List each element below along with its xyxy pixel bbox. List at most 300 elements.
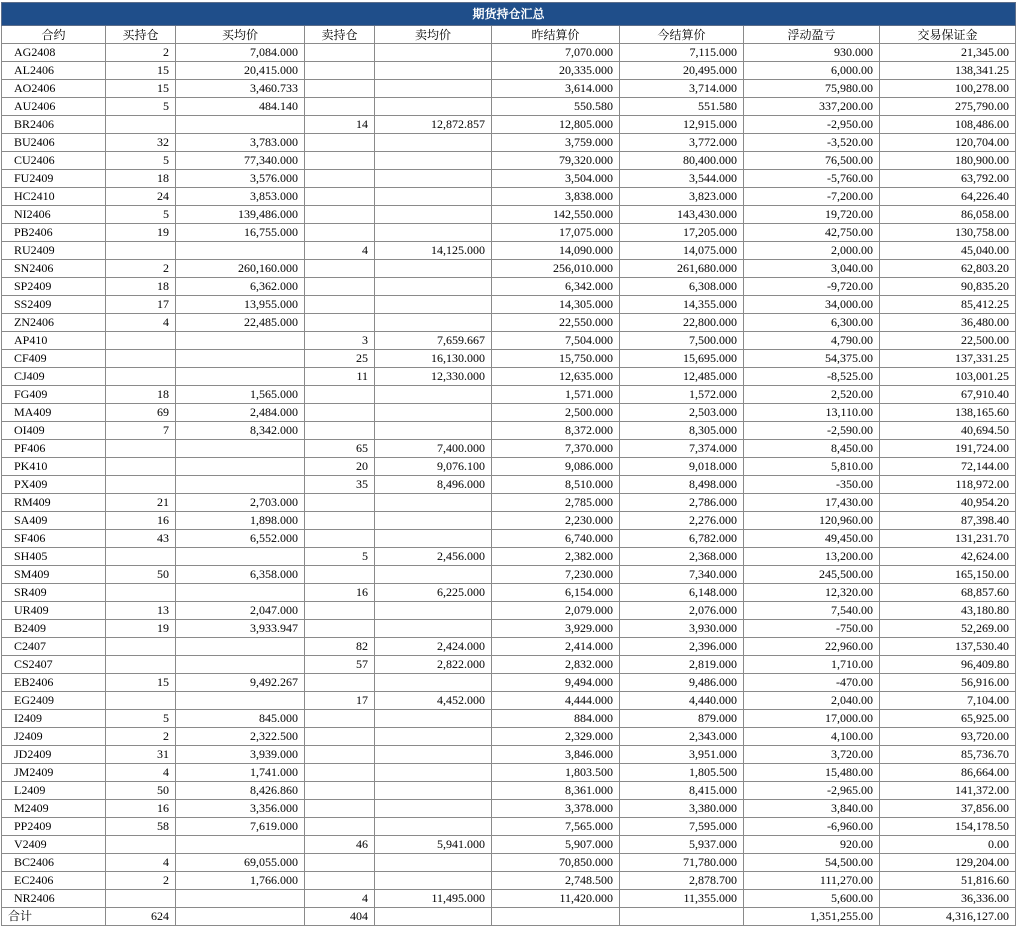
cell-contract: PF406 — [2, 440, 106, 458]
cell-sell-position — [305, 854, 375, 872]
cell-sell-position — [305, 620, 375, 638]
cell-sell-avg-price: 11,495.000 — [375, 890, 492, 908]
cell-margin: 65,925.00 — [880, 710, 1016, 728]
cell-buy-position: 24 — [106, 188, 176, 206]
cell-prev-settle-price: 2,329.000 — [492, 728, 620, 746]
cell-floating-pnl: 42,750.00 — [744, 224, 880, 242]
table-row — [2, 692, 1016, 710]
total-margin: 4,316,127.00 — [880, 908, 1016, 926]
cell-sell-avg-price — [375, 854, 492, 872]
cell-buy-avg-price: 2,703.000 — [176, 494, 305, 512]
cell-margin: 180,900.00 — [880, 152, 1016, 170]
cell-settle-price: 2,276.000 — [620, 512, 744, 530]
cell-sell-avg-price — [375, 674, 492, 692]
cell-contract: RU2409 — [2, 242, 106, 260]
cell-buy-position: 21 — [106, 494, 176, 512]
table-row — [2, 656, 1016, 674]
table-row — [2, 746, 1016, 764]
table-row — [2, 818, 1016, 836]
cell-sell-avg-price — [375, 728, 492, 746]
cell-floating-pnl: -8,525.00 — [744, 368, 880, 386]
cell-contract: BR2406 — [2, 116, 106, 134]
cell-margin: 165,150.00 — [880, 566, 1016, 584]
cell-prev-settle-price: 2,500.000 — [492, 404, 620, 422]
cell-buy-avg-price: 3,933.947 — [176, 620, 305, 638]
cell-sell-position — [305, 386, 375, 404]
cell-buy-position — [106, 476, 176, 494]
cell-floating-pnl: 6,000.00 — [744, 62, 880, 80]
cell-contract: AU2406 — [2, 98, 106, 116]
cell-buy-avg-price: 1,898.000 — [176, 512, 305, 530]
cell-buy-position — [106, 890, 176, 908]
table-row — [2, 548, 1016, 566]
cell-settle-price: 20,495.000 — [620, 62, 744, 80]
cell-buy-position: 43 — [106, 530, 176, 548]
cell-settle-price: 22,800.000 — [620, 314, 744, 332]
cell-settle-price: 4,440.000 — [620, 692, 744, 710]
cell-margin: 67,910.40 — [880, 386, 1016, 404]
cell-sell-position — [305, 44, 375, 62]
cell-sell-position — [305, 566, 375, 584]
cell-buy-avg-price: 3,783.000 — [176, 134, 305, 152]
cell-contract: SN2406 — [2, 260, 106, 278]
cell-sell-avg-price: 2,424.000 — [375, 638, 492, 656]
cell-sell-avg-price: 14,125.000 — [375, 242, 492, 260]
cell-sell-avg-price: 16,130.000 — [375, 350, 492, 368]
cell-margin: 21,345.00 — [880, 44, 1016, 62]
cell-buy-avg-price: 845.000 — [176, 710, 305, 728]
cell-floating-pnl: 3,040.00 — [744, 260, 880, 278]
cell-buy-avg-price: 260,160.000 — [176, 260, 305, 278]
cell-sell-avg-price — [375, 260, 492, 278]
cell-contract: AP410 — [2, 332, 106, 350]
cell-floating-pnl: 5,600.00 — [744, 890, 880, 908]
cell-contract: EB2406 — [2, 674, 106, 692]
total-buy-avg-price — [176, 908, 305, 926]
cell-buy-position: 32 — [106, 134, 176, 152]
cell-settle-price: 7,500.000 — [620, 332, 744, 350]
cell-sell-position: 20 — [305, 458, 375, 476]
cell-buy-position: 19 — [106, 224, 176, 242]
cell-sell-avg-price — [375, 494, 492, 512]
cell-contract: CF409 — [2, 350, 106, 368]
cell-prev-settle-price: 7,504.000 — [492, 332, 620, 350]
cell-settle-price: 5,937.000 — [620, 836, 744, 854]
cell-buy-avg-price — [176, 476, 305, 494]
total-row — [2, 908, 1016, 926]
cell-floating-pnl: -7,200.00 — [744, 188, 880, 206]
cell-contract: PB2406 — [2, 224, 106, 242]
cell-margin: 191,724.00 — [880, 440, 1016, 458]
cell-prev-settle-price: 256,010.000 — [492, 260, 620, 278]
table-row — [2, 764, 1016, 782]
cell-prev-settle-price: 6,154.000 — [492, 584, 620, 602]
cell-prev-settle-price: 79,320.000 — [492, 152, 620, 170]
table-row — [2, 368, 1016, 386]
cell-sell-avg-price — [375, 98, 492, 116]
cell-floating-pnl: 75,980.00 — [744, 80, 880, 98]
cell-buy-avg-price — [176, 890, 305, 908]
cell-buy-position — [106, 836, 176, 854]
cell-prev-settle-price: 12,805.000 — [492, 116, 620, 134]
table-row — [2, 98, 1016, 116]
cell-sell-avg-price: 4,452.000 — [375, 692, 492, 710]
table-row — [2, 890, 1016, 908]
cell-floating-pnl: 4,100.00 — [744, 728, 880, 746]
cell-prev-settle-price: 550.580 — [492, 98, 620, 116]
cell-floating-pnl: 3,840.00 — [744, 800, 880, 818]
cell-contract: SP2409 — [2, 278, 106, 296]
table-row — [2, 728, 1016, 746]
cell-margin: 85,736.70 — [880, 746, 1016, 764]
cell-floating-pnl: 111,270.00 — [744, 872, 880, 890]
cell-margin: 93,720.00 — [880, 728, 1016, 746]
cell-settle-price: 3,380.000 — [620, 800, 744, 818]
cell-prev-settle-price: 2,785.000 — [492, 494, 620, 512]
cell-contract: SR409 — [2, 584, 106, 602]
cell-buy-position — [106, 116, 176, 134]
cell-buy-avg-price: 69,055.000 — [176, 854, 305, 872]
cell-sell-avg-price — [375, 422, 492, 440]
cell-sell-position — [305, 296, 375, 314]
cell-sell-avg-price — [375, 314, 492, 332]
cell-contract: MA409 — [2, 404, 106, 422]
cell-margin: 118,972.00 — [880, 476, 1016, 494]
cell-sell-position — [305, 260, 375, 278]
cell-contract: BU2406 — [2, 134, 106, 152]
cell-sell-avg-price — [375, 800, 492, 818]
cell-sell-position: 11 — [305, 368, 375, 386]
cell-prev-settle-price: 3,929.000 — [492, 620, 620, 638]
cell-sell-avg-price — [375, 80, 492, 98]
cell-sell-avg-price — [375, 134, 492, 152]
cell-margin: 64,226.40 — [880, 188, 1016, 206]
cell-margin: 40,694.50 — [880, 422, 1016, 440]
cell-settle-price: 3,772.000 — [620, 134, 744, 152]
cell-sell-position — [305, 872, 375, 890]
cell-margin: 40,954.20 — [880, 494, 1016, 512]
cell-sell-position: 5 — [305, 548, 375, 566]
positions-summary — [1, 2, 1015, 926]
table-row — [2, 44, 1016, 62]
cell-sell-avg-price — [375, 152, 492, 170]
cell-buy-position: 15 — [106, 62, 176, 80]
cell-settle-price: 7,374.000 — [620, 440, 744, 458]
cell-sell-position: 4 — [305, 890, 375, 908]
cell-settle-price: 12,915.000 — [620, 116, 744, 134]
cell-prev-settle-price: 1,803.500 — [492, 764, 620, 782]
cell-margin: 45,040.00 — [880, 242, 1016, 260]
cell-contract: SS2409 — [2, 296, 106, 314]
cell-prev-settle-price: 3,378.000 — [492, 800, 620, 818]
cell-floating-pnl: 245,500.00 — [744, 566, 880, 584]
cell-floating-pnl: 34,000.00 — [744, 296, 880, 314]
cell-prev-settle-price: 8,361.000 — [492, 782, 620, 800]
table-row — [2, 152, 1016, 170]
cell-buy-position: 69 — [106, 404, 176, 422]
cell-buy-position: 50 — [106, 566, 176, 584]
cell-prev-settle-price: 2,079.000 — [492, 602, 620, 620]
cell-contract: OI409 — [2, 422, 106, 440]
cell-sell-position — [305, 710, 375, 728]
cell-prev-settle-price: 7,070.000 — [492, 44, 620, 62]
cell-floating-pnl: 120,960.00 — [744, 512, 880, 530]
cell-sell-avg-price — [375, 296, 492, 314]
cell-settle-price: 1,572.000 — [620, 386, 744, 404]
header-sell-position: 卖持仓 — [305, 26, 375, 44]
cell-settle-price: 14,075.000 — [620, 242, 744, 260]
table-row — [2, 296, 1016, 314]
table-row — [2, 116, 1016, 134]
table-row — [2, 206, 1016, 224]
cell-sell-avg-price: 2,456.000 — [375, 548, 492, 566]
cell-contract: PP2409 — [2, 818, 106, 836]
cell-margin: 137,331.25 — [880, 350, 1016, 368]
cell-contract: ZN2406 — [2, 314, 106, 332]
cell-sell-avg-price — [375, 872, 492, 890]
cell-settle-price: 80,400.000 — [620, 152, 744, 170]
cell-contract: HC2410 — [2, 188, 106, 206]
cell-buy-avg-price: 1,766.000 — [176, 872, 305, 890]
table-row — [2, 494, 1016, 512]
cell-buy-avg-price: 1,565.000 — [176, 386, 305, 404]
cell-margin: 138,341.25 — [880, 62, 1016, 80]
cell-buy-avg-price: 6,358.000 — [176, 566, 305, 584]
cell-buy-avg-price: 13,955.000 — [176, 296, 305, 314]
cell-contract: PK410 — [2, 458, 106, 476]
cell-margin: 129,204.00 — [880, 854, 1016, 872]
cell-sell-position — [305, 206, 375, 224]
cell-sell-position — [305, 512, 375, 530]
cell-buy-position: 31 — [106, 746, 176, 764]
header-margin: 交易保证金 — [880, 26, 1016, 44]
table-row — [2, 242, 1016, 260]
cell-sell-avg-price — [375, 206, 492, 224]
table-row — [2, 80, 1016, 98]
cell-prev-settle-price: 6,342.000 — [492, 278, 620, 296]
cell-settle-price: 7,595.000 — [620, 818, 744, 836]
cell-prev-settle-price: 5,907.000 — [492, 836, 620, 854]
cell-floating-pnl: -750.00 — [744, 620, 880, 638]
header-floating-pnl: 浮动盈亏 — [744, 26, 880, 44]
cell-buy-position: 7 — [106, 422, 176, 440]
total-floating-pnl: 1,351,255.00 — [744, 908, 880, 926]
cell-contract: PX409 — [2, 476, 106, 494]
cell-buy-position — [106, 368, 176, 386]
cell-contract: L2409 — [2, 782, 106, 800]
cell-margin: 130,758.00 — [880, 224, 1016, 242]
cell-buy-avg-price — [176, 116, 305, 134]
cell-settle-price: 17,205.000 — [620, 224, 744, 242]
cell-buy-avg-price: 6,552.000 — [176, 530, 305, 548]
cell-buy-position: 18 — [106, 278, 176, 296]
cell-sell-avg-price: 12,330.000 — [375, 368, 492, 386]
cell-buy-position: 19 — [106, 620, 176, 638]
cell-buy-avg-price: 9,492.267 — [176, 674, 305, 692]
cell-sell-avg-price: 9,076.100 — [375, 458, 492, 476]
cell-settle-price: 261,680.000 — [620, 260, 744, 278]
cell-sell-avg-price — [375, 620, 492, 638]
cell-settle-price: 6,782.000 — [620, 530, 744, 548]
cell-floating-pnl: 2,040.00 — [744, 692, 880, 710]
cell-buy-avg-price: 1,741.000 — [176, 764, 305, 782]
cell-floating-pnl: 54,500.00 — [744, 854, 880, 872]
cell-prev-settle-price: 3,759.000 — [492, 134, 620, 152]
cell-sell-avg-price — [375, 188, 492, 206]
cell-prev-settle-price: 11,420.000 — [492, 890, 620, 908]
cell-sell-avg-price: 7,659.667 — [375, 332, 492, 350]
cell-margin: 72,144.00 — [880, 458, 1016, 476]
cell-floating-pnl: 5,810.00 — [744, 458, 880, 476]
cell-prev-settle-price: 15,750.000 — [492, 350, 620, 368]
cell-buy-avg-price — [176, 368, 305, 386]
table-row — [2, 854, 1016, 872]
cell-settle-price: 6,148.000 — [620, 584, 744, 602]
cell-buy-avg-price: 7,084.000 — [176, 44, 305, 62]
cell-settle-price: 8,498.000 — [620, 476, 744, 494]
header-prev-settle-price: 昨结算价 — [492, 26, 620, 44]
cell-margin: 138,165.60 — [880, 404, 1016, 422]
cell-margin: 63,792.00 — [880, 170, 1016, 188]
cell-sell-position — [305, 494, 375, 512]
table-row — [2, 674, 1016, 692]
cell-buy-position — [106, 656, 176, 674]
cell-sell-avg-price — [375, 386, 492, 404]
total-buy-position: 624 — [106, 908, 176, 926]
cell-sell-avg-price — [375, 44, 492, 62]
cell-settle-price: 3,544.000 — [620, 170, 744, 188]
cell-buy-avg-price — [176, 836, 305, 854]
cell-floating-pnl: 13,110.00 — [744, 404, 880, 422]
cell-settle-price: 71,780.000 — [620, 854, 744, 872]
cell-margin: 120,704.00 — [880, 134, 1016, 152]
cell-buy-avg-price: 22,485.000 — [176, 314, 305, 332]
cell-buy-avg-price: 6,362.000 — [176, 278, 305, 296]
cell-floating-pnl: 6,300.00 — [744, 314, 880, 332]
cell-sell-position — [305, 278, 375, 296]
cell-sell-avg-price: 2,822.000 — [375, 656, 492, 674]
table-row — [2, 422, 1016, 440]
cell-prev-settle-price: 20,335.000 — [492, 62, 620, 80]
cell-sell-avg-price — [375, 566, 492, 584]
table-row — [2, 530, 1016, 548]
cell-buy-position: 15 — [106, 80, 176, 98]
cell-floating-pnl: 17,000.00 — [744, 710, 880, 728]
cell-margin: 131,231.70 — [880, 530, 1016, 548]
cell-contract: AG2408 — [2, 44, 106, 62]
cell-sell-position: 17 — [305, 692, 375, 710]
cell-settle-price: 2,786.000 — [620, 494, 744, 512]
cell-sell-position: 25 — [305, 350, 375, 368]
cell-buy-position — [106, 440, 176, 458]
table-row — [2, 710, 1016, 728]
cell-margin: 42,624.00 — [880, 548, 1016, 566]
cell-floating-pnl: 19,720.00 — [744, 206, 880, 224]
table-row — [2, 278, 1016, 296]
cell-buy-avg-price — [176, 692, 305, 710]
cell-prev-settle-price: 17,075.000 — [492, 224, 620, 242]
cell-margin: 22,500.00 — [880, 332, 1016, 350]
cell-contract: SM409 — [2, 566, 106, 584]
cell-buy-avg-price — [176, 584, 305, 602]
cell-settle-price: 2,396.000 — [620, 638, 744, 656]
cell-sell-avg-price — [375, 710, 492, 728]
table-title: 期货持仓汇总 — [2, 3, 1016, 26]
cell-margin: 86,664.00 — [880, 764, 1016, 782]
cell-margin: 100,278.00 — [880, 80, 1016, 98]
cell-buy-avg-price: 16,755.000 — [176, 224, 305, 242]
cell-buy-avg-price: 2,322.500 — [176, 728, 305, 746]
cell-prev-settle-price: 142,550.000 — [492, 206, 620, 224]
table-row — [2, 260, 1016, 278]
cell-sell-position — [305, 188, 375, 206]
cell-sell-avg-price — [375, 764, 492, 782]
table-row — [2, 782, 1016, 800]
cell-contract: I2409 — [2, 710, 106, 728]
cell-contract: CU2406 — [2, 152, 106, 170]
cell-buy-position: 18 — [106, 170, 176, 188]
cell-settle-price: 9,486.000 — [620, 674, 744, 692]
table-row — [2, 332, 1016, 350]
cell-floating-pnl: 4,790.00 — [744, 332, 880, 350]
cell-floating-pnl: -6,960.00 — [744, 818, 880, 836]
cell-margin: 85,412.25 — [880, 296, 1016, 314]
table-row — [2, 188, 1016, 206]
cell-settle-price: 1,805.500 — [620, 764, 744, 782]
cell-buy-avg-price: 8,426.860 — [176, 782, 305, 800]
cell-prev-settle-price: 12,635.000 — [492, 368, 620, 386]
cell-sell-avg-price — [375, 746, 492, 764]
cell-buy-avg-price — [176, 440, 305, 458]
cell-settle-price: 8,415.000 — [620, 782, 744, 800]
table-body — [2, 44, 1016, 908]
cell-margin: 87,398.40 — [880, 512, 1016, 530]
cell-contract: B2409 — [2, 620, 106, 638]
cell-prev-settle-price: 2,414.000 — [492, 638, 620, 656]
cell-buy-avg-price — [176, 458, 305, 476]
cell-settle-price: 2,503.000 — [620, 404, 744, 422]
total-sell-avg-price — [375, 908, 492, 926]
cell-contract: NI2406 — [2, 206, 106, 224]
cell-buy-position — [106, 350, 176, 368]
cell-sell-avg-price: 12,872.857 — [375, 116, 492, 134]
cell-sell-position — [305, 746, 375, 764]
cell-sell-position — [305, 170, 375, 188]
table-row — [2, 134, 1016, 152]
cell-floating-pnl: -9,720.00 — [744, 278, 880, 296]
cell-margin: 36,480.00 — [880, 314, 1016, 332]
cell-buy-position — [106, 692, 176, 710]
cell-sell-position — [305, 134, 375, 152]
cell-floating-pnl: 930.000 — [744, 44, 880, 62]
cell-buy-avg-price — [176, 242, 305, 260]
cell-settle-price: 2,819.000 — [620, 656, 744, 674]
header-buy-position: 买持仓 — [106, 26, 176, 44]
cell-buy-position: 2 — [106, 260, 176, 278]
cell-buy-avg-price: 2,484.000 — [176, 404, 305, 422]
cell-sell-position — [305, 782, 375, 800]
cell-buy-avg-price: 3,853.000 — [176, 188, 305, 206]
cell-buy-position — [106, 242, 176, 260]
table-row — [2, 800, 1016, 818]
cell-floating-pnl: -2,950.00 — [744, 116, 880, 134]
cell-contract: JM2409 — [2, 764, 106, 782]
cell-buy-position: 4 — [106, 314, 176, 332]
cell-margin: 90,835.20 — [880, 278, 1016, 296]
cell-floating-pnl: 3,720.00 — [744, 746, 880, 764]
cell-sell-position: 4 — [305, 242, 375, 260]
cell-margin: 275,790.00 — [880, 98, 1016, 116]
